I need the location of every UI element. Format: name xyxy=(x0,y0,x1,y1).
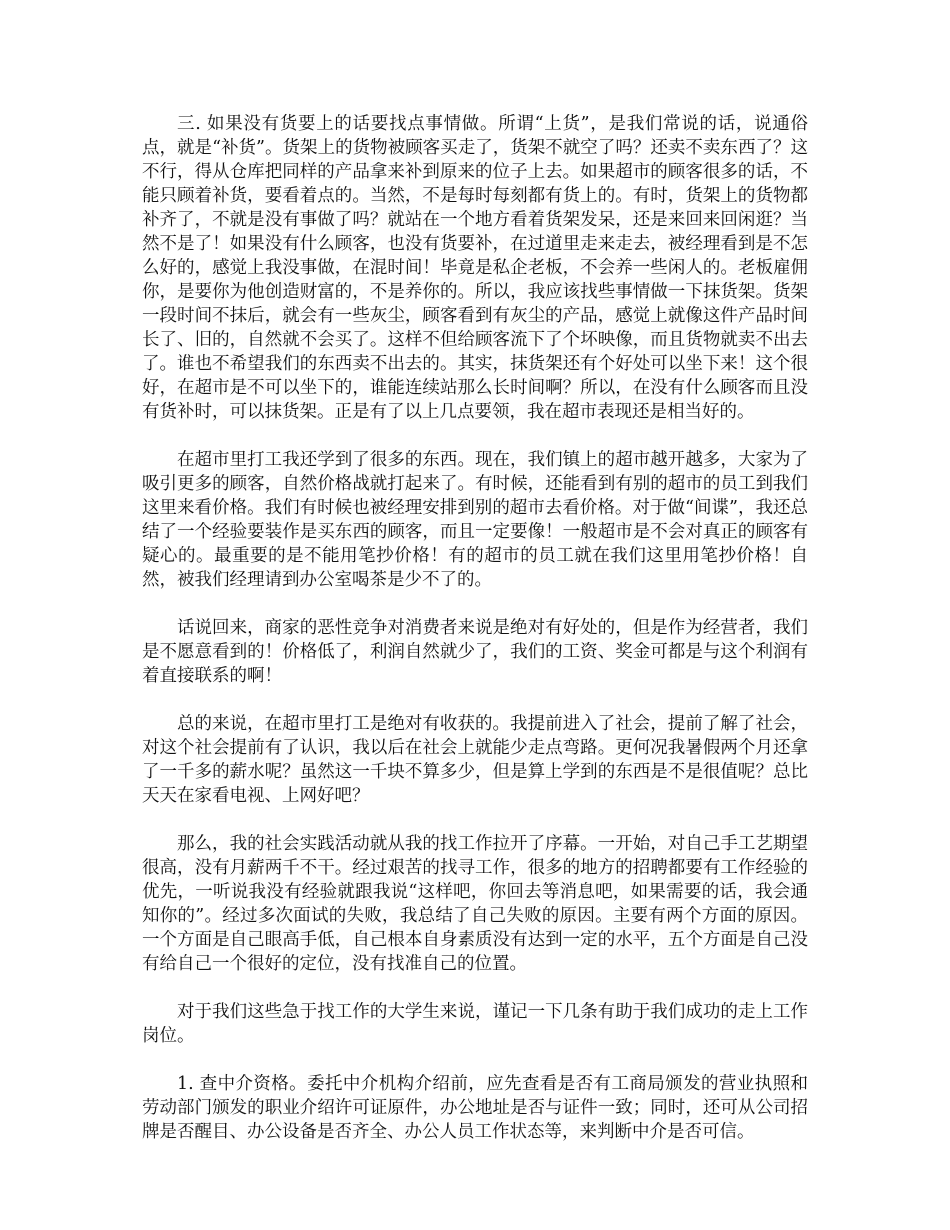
paragraph-3: 话说回来，商家的恶性竞争对消费者来说是绝对有好处的，但是作为经营者，我们是不愿意看到的！价格低了，利润自然就少了，我们的工资、奖金可都是与这个利润有着直接联系的啊！ xyxy=(142,618,808,686)
paragraph-2: 在超市里打工我还学到了很多的东西。现在，我们镇上的超市越开越多，大家为了吸引更多的顾客，自然价格战就打起来了。有时候，还能看到有别的超市的员工到我们这里来看价格。我们有时候也被经理安排到别的超市去看价格。对于做“间谍”，我还总结了一个经验要装作是买东西的顾客，而且一定要像！一般超市是不会对真正的顾客有疑心的。最重要的是不能用笔抄价格！有的超市的员工就在我们这里用笔抄价格！自然，被我们经理请到办公室喝茶是少不了的。 xyxy=(142,450,808,590)
document-page xyxy=(142,112,808,1168)
paragraph-5: 那么，我的社会实践活动就从我的找工作拉开了序幕。一开始，对自己手工艺期望很高，没有月薪两千不干。经过艰苦的找寻工作，很多的地方的招聘都要有工作经验的优先，一听说我没有经验就跟我说“这样吧，你回去等消息吧，如果需要的话，我会通知你的”。经过多次面试的失败，我总结了自己失败的原因。主要有两个方面的原因。一个方面是自己眼高手低，自己根本自身素质没有达到一定的水平，五个方面是自己没有给自己一个很好的定位，没有找准自己的位置。 xyxy=(142,834,808,974)
paragraph-6: 对于我们这些急于找工作的大学生来说，谨记一下几条有助于我们成功的走上工作岗位。 xyxy=(142,1002,808,1046)
paragraph-7: 1. 查中介资格。委托中介机构介绍前，应先查看是否有工商局颁发的营业执照和劳动部门颁发的职业介绍许可证原件，办公地址是否与证件一致；同时，还可从公司招牌是否醒目、办公设备是否齐全、办公人员工作状态等，来判断中介是否可信。 xyxy=(142,1074,808,1142)
paragraph-1: 三. 如果没有货要上的话要找点事情做。所谓“上货”，是我们常说的话，说通俗点，就是“补货”。货架上的货物被顾客买走了，货架不就空了吗？还卖不卖东西了？这不行，得从仓库把同样的产品拿来补到原来的位子上去。如果超市的顾客很多的话，不能只顾着补货，要看着点的。当然，不是每时每刻都有货上的。有时，货架上的货物都补齐了，不就是没有事做了吗？就站在一个地方看着货架发呆，还是来回来回闲逛？当然不是了！如果没有什么顾客，也没有货要补，在过道里走来走去，被经理看到是不怎么好的，感觉上我没事做，在混时间！毕竟是私企老板，不会养一些闲人的。老板雇佣你，是要你为他创造财富的，不是养你的。所以，我应该找些事情做一下抹货架。货架一段时间不抹后，就会有一些灰尘，顾客看到有灰尘的产品，感觉上就像这件产品时间长了、旧的，自然就不会买了。这样不但给顾客流下了个坏映像，而且货物就卖不出去了。谁也不希望我们的东西卖不出去的。其实，抹货架还有个好处可以坐下来！这个很好，在超市是不可以坐下的，谁能连续站那么长时间啊？所以，在没有什么顾客而且没有货补时，可以抹货架。正是有了以上几点要领，我在超市表现还是相当好的。 xyxy=(142,114,808,422)
paragraph-4: 总的来说，在超市里打工是绝对有收获的。我提前进入了社会，提前了解了社会，对这个社会提前有了认识，我以后在社会上就能少走点弯路。更何况我暑假两个月还拿了一千多的薪水呢？虽然这一千块不算多少，但是算上学到的东西是不是很值呢？总比天天在家看电视、上网好吧？ xyxy=(142,714,808,806)
